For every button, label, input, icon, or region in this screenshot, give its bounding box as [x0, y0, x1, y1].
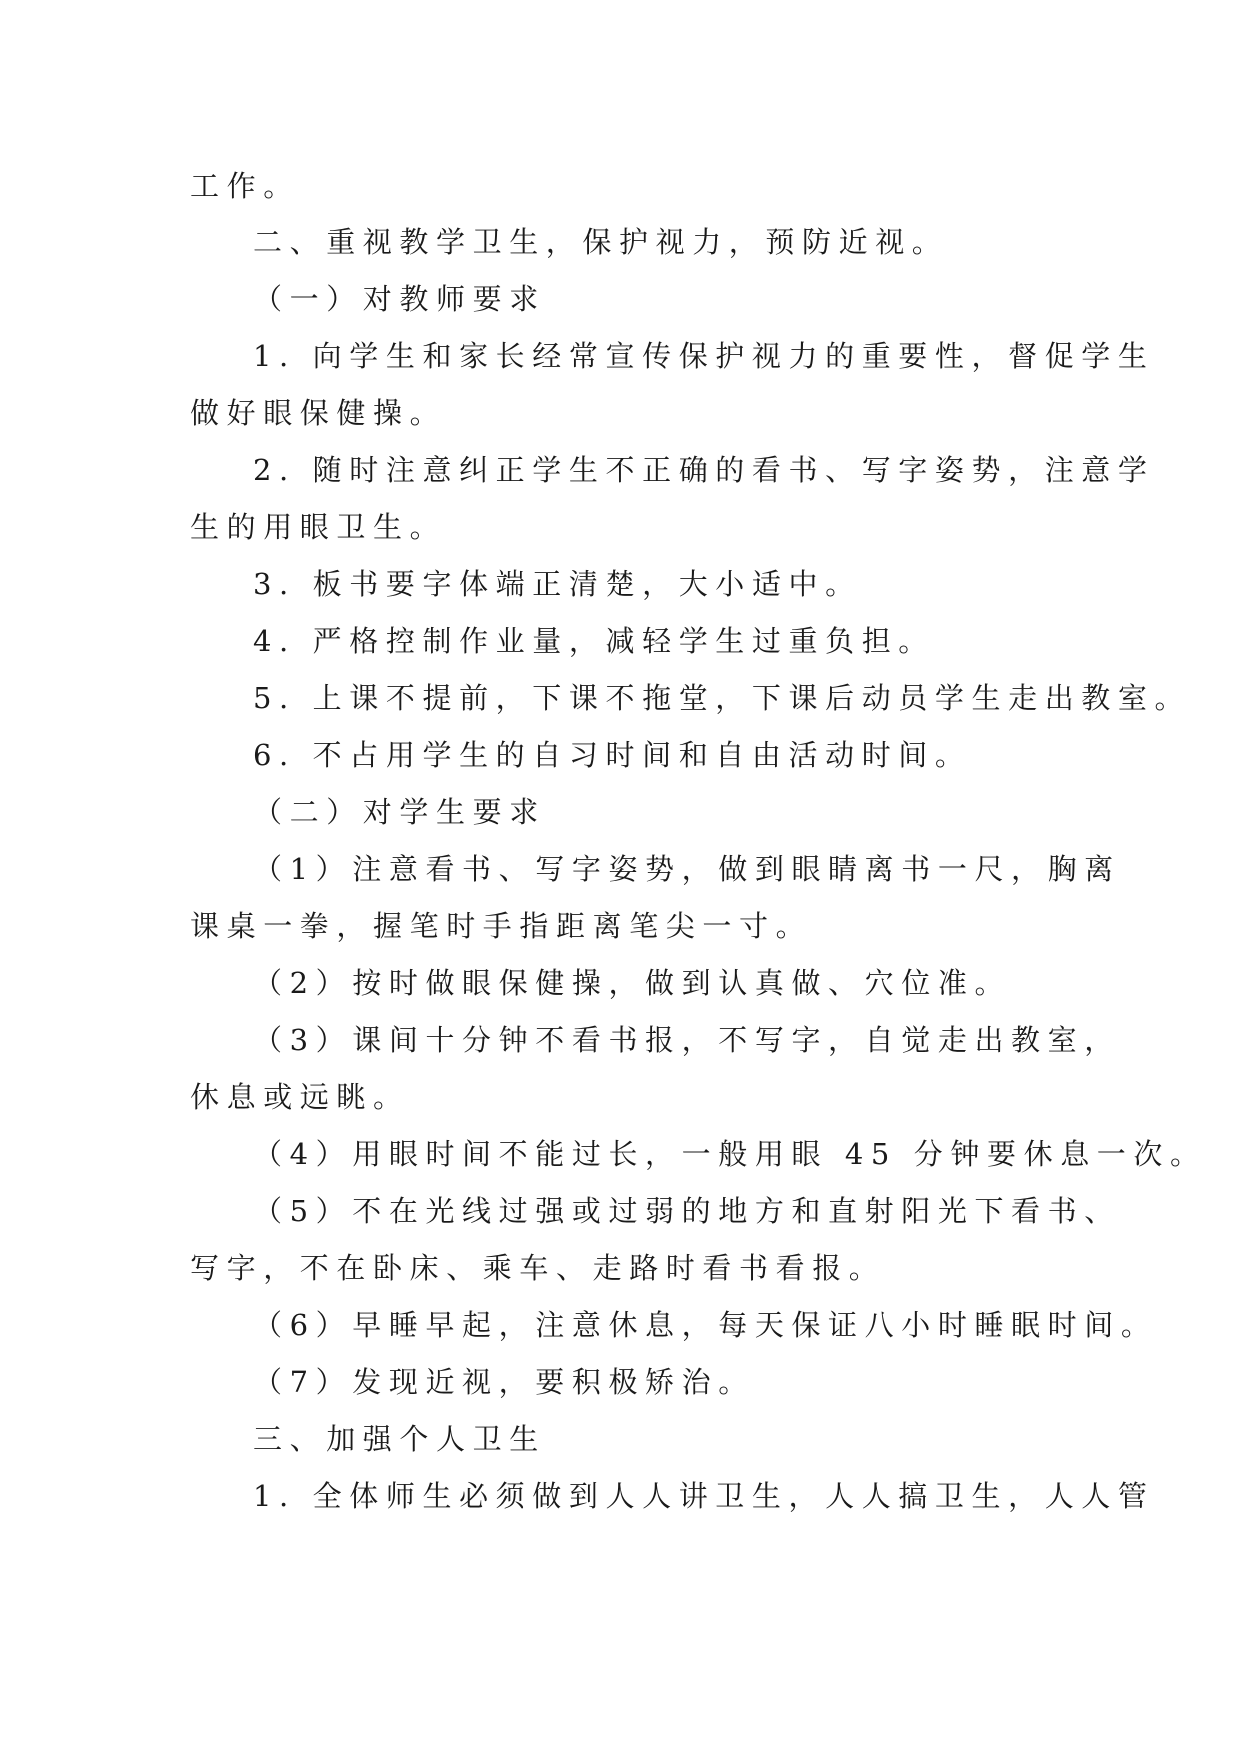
text-line: （3）课间十分钟不看书报，不写字，自觉走出教室， — [253, 1023, 1121, 1057]
text-line: （6）早睡早起，注意休息，每天保证八小时睡眠时间。 — [253, 1308, 1158, 1342]
text-line: 4. 严格控制作业量，减轻学生过重负担。 — [253, 624, 935, 658]
text-line: 课桌一拳，握笔时手指距离笔尖一寸。 — [190, 909, 813, 943]
text-line: （1）注意看书、写字姿势，做到眼睛离书一尺，胸离 — [253, 852, 1121, 886]
section-heading: 三、加强个人卫生 — [253, 1422, 546, 1456]
text-line: 生的用眼卫生。 — [190, 510, 447, 544]
text-line: 工作。 — [190, 169, 300, 203]
text-line: （7）发现近视，要积极矫治。 — [253, 1365, 755, 1399]
text-line: （2）按时做眼保健操，做到认真做、穴位准。 — [253, 966, 1012, 1000]
text-line: 1. 全体师生必须做到人人讲卫生，人人搞卫生，人人管 — [253, 1479, 1155, 1513]
text-line: 3. 板书要字体端正清楚，大小适中。 — [253, 567, 862, 601]
text-line: （4）用眼时间不能过长，一般用眼 45 分钟要休息一次。 — [253, 1137, 1207, 1171]
text-line: 2. 随时注意纠正学生不正确的看书、写字姿势，注意学 — [253, 453, 1155, 487]
text-line: （5）不在光线过强或过弱的地方和直射阳光下看书、 — [253, 1194, 1121, 1228]
subsection-heading: （一）对教师要求 — [253, 282, 546, 316]
text-line: 做好眼保健操。 — [190, 396, 447, 430]
section-heading: 二、重视教学卫生，保护视力，预防近视。 — [253, 225, 949, 259]
text-line: 写字，不在卧床、乘车、走路时看书看报。 — [190, 1251, 886, 1285]
text-line: 1. 向学生和家长经常宣传保护视力的重要性，督促学生 — [253, 339, 1155, 373]
text-line: 6. 不占用学生的自习时间和自由活动时间。 — [253, 738, 972, 772]
text-line: 休息或远眺。 — [190, 1080, 410, 1114]
subsection-heading: （二）对学生要求 — [253, 795, 546, 829]
text-line: 5. 上课不提前，下课不拖堂，下课后动员学生走出教室。 — [253, 681, 1192, 715]
